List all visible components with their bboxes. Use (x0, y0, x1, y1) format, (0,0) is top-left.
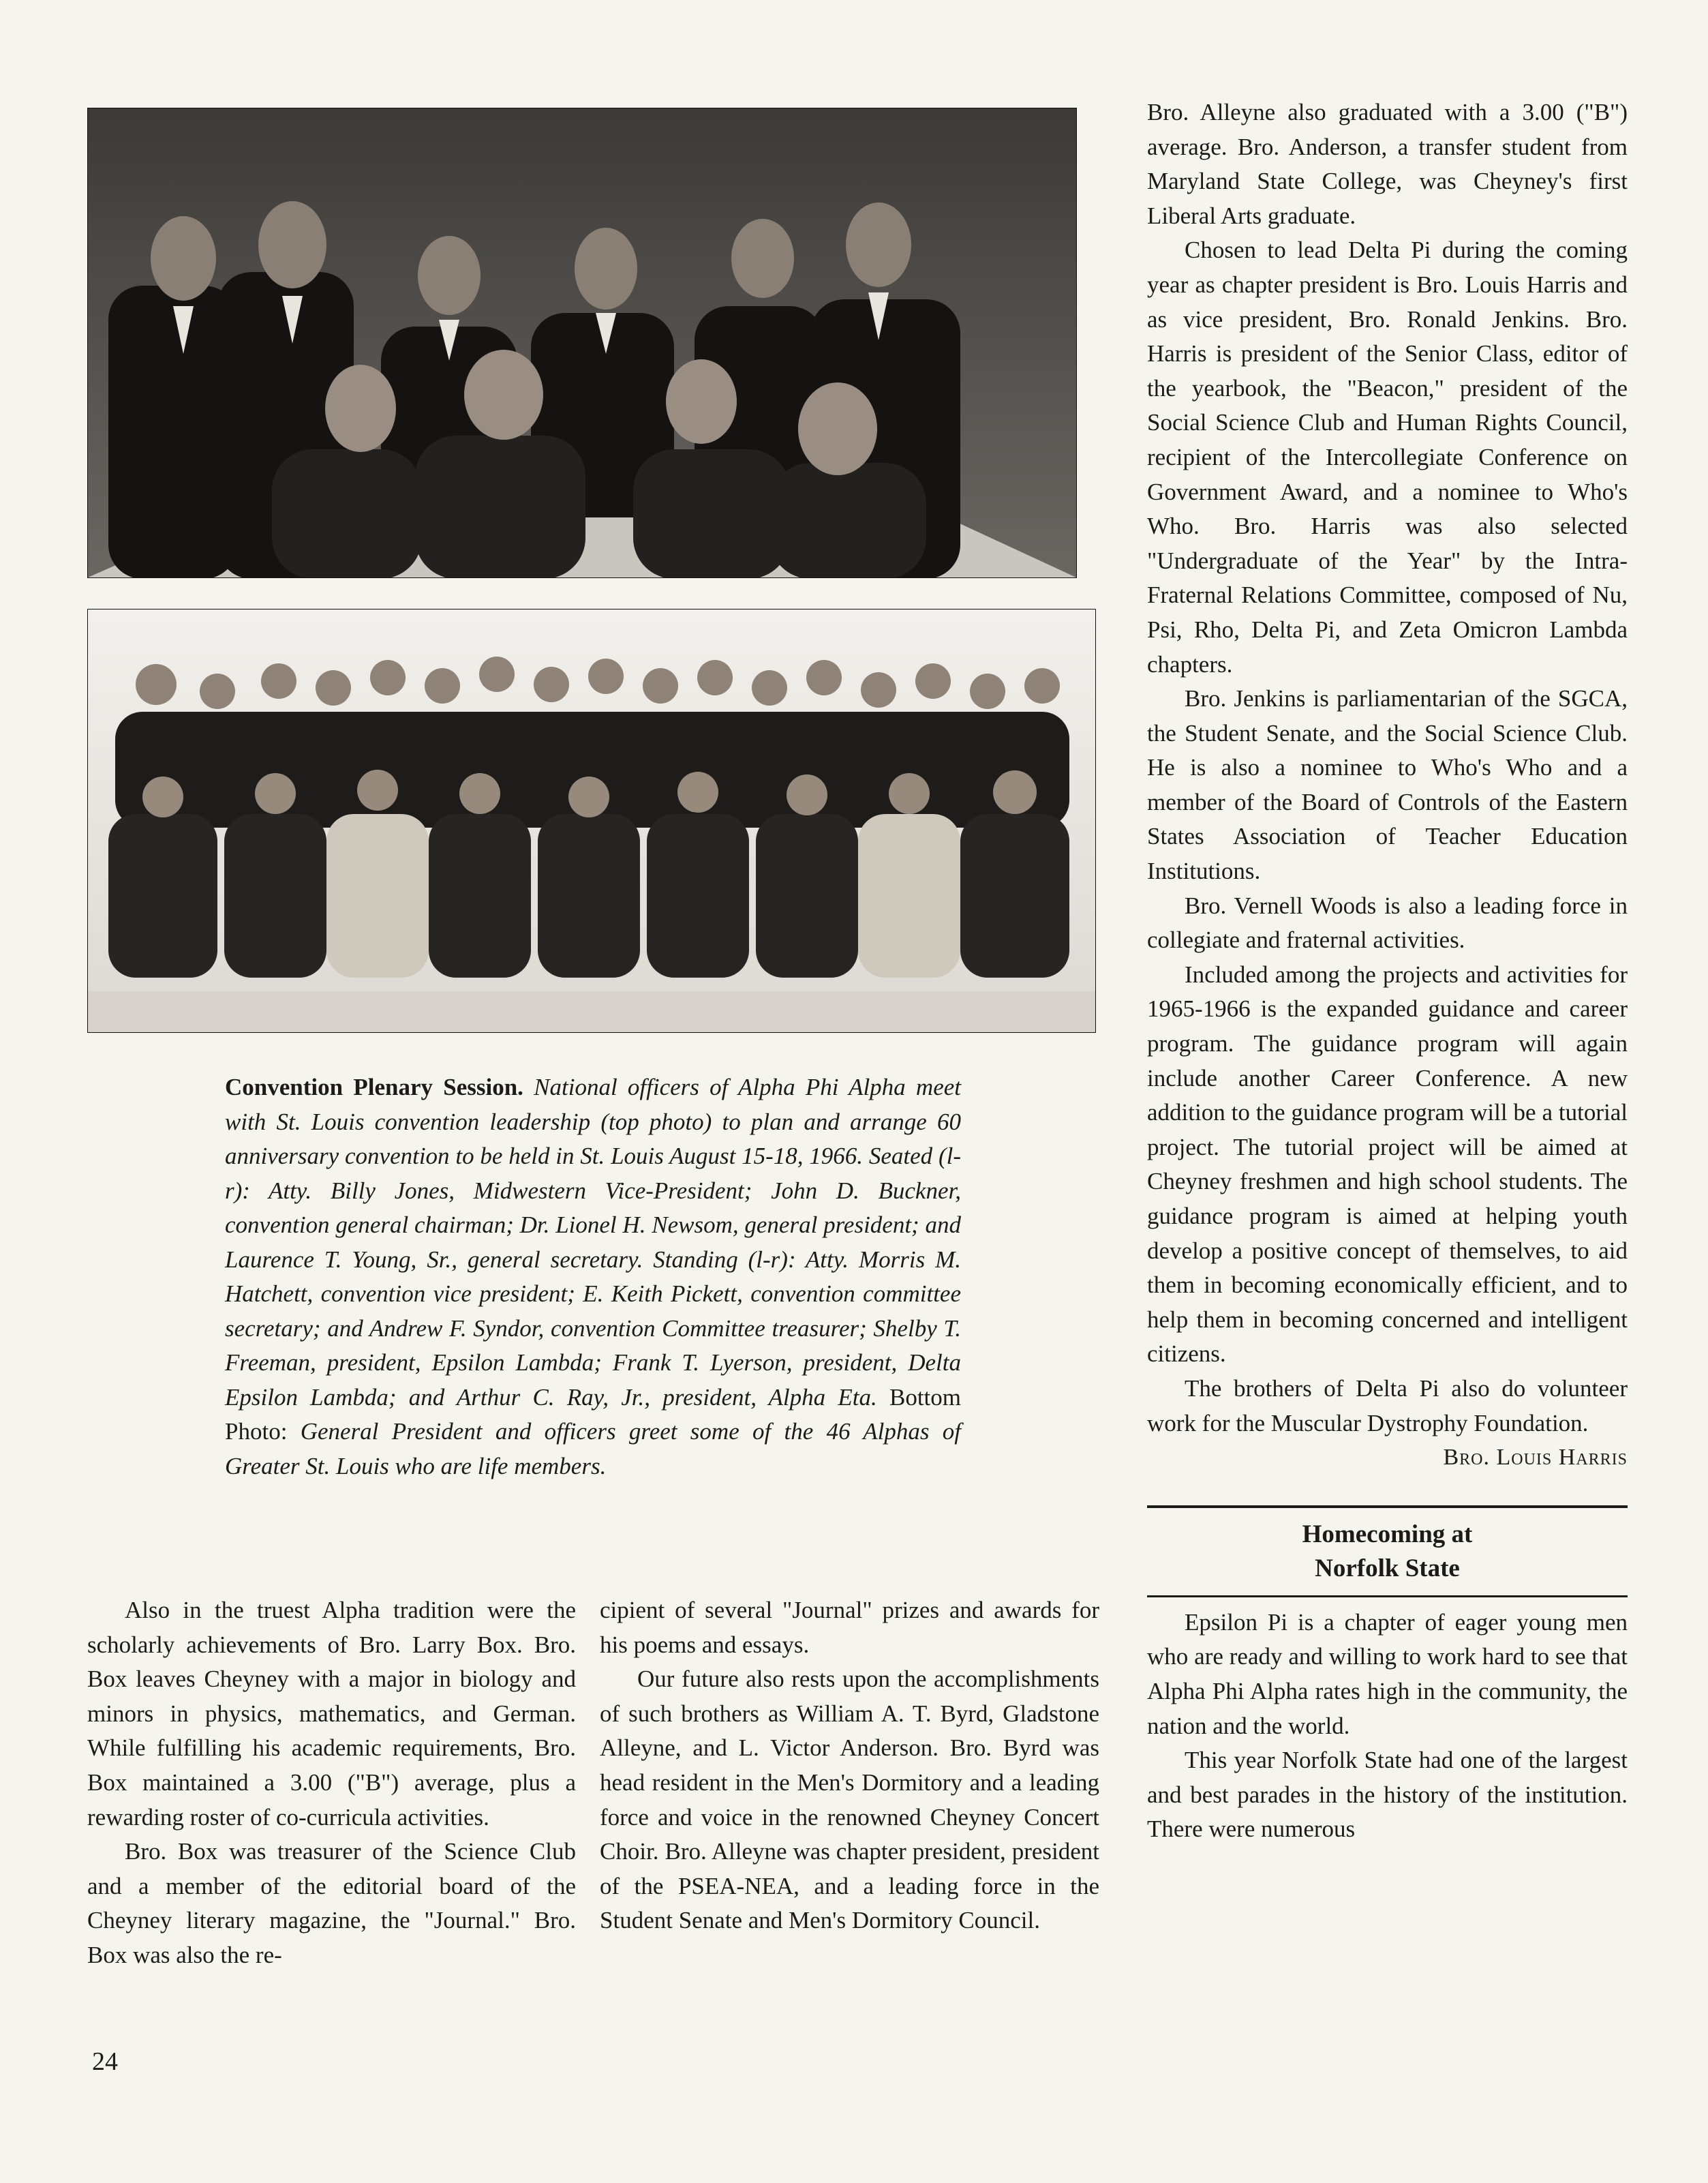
author-signature: Bro. Louis Harris (1443, 1445, 1628, 1471)
caption-body: National officers of Alpha Phi Alpha meet with St. Louis convention leadership (top photo) to plan and arrange 60 anniversary convention to be held in St. Louis August 15-18, 1966. Seated (l-r): Atty. Billy Jones, Midwestern Vice-President; John D. Buckner, convention general chairman; Dr. Lionel H. Newsom, general president; and Laurence T. Young, Sr., general secretary. Standing (l-r): Atty. Morris M. Hatchett, convention vice president; E. Keith Pickett, convention committee secretary; and Andrew F. Syndor, convention Committee treasurer; Shelby T. Freeman, president, Epsilon Lambda; Frank T. Lyerson, president, Delta Epsilon Lambda; and Arthur C. Ray, Jr., president, Alpha Eta. (225, 1074, 961, 1411)
paragraph: Also in the truest Alpha tradition were the scholarly achievements of Bro. Larry Box. Bro. Box leaves Cheyney with a major in biology and minors in physics, mathematics, and German. While fulfilling his academic requirements, Bro. Box maintained a 3.00 ("B") average, plus a rewarding roster of co-curricula activities. (87, 1597, 576, 1831)
caption-bottom-label: Bottom Photo: (225, 1383, 961, 1445)
paragraph: cipient of several "Journal" prizes and awards for his poems and essays. (600, 1597, 1099, 1658)
right-column (1147, 95, 1628, 1847)
section-rule-top (1147, 1505, 1628, 1508)
paragraph: The brothers of Delta Pi also do volunteer work for the Muscular Dystrophy Foundation. (1147, 1374, 1628, 1436)
paragraph: Chosen to lead Delta Pi during the coming year as chapter president is Bro. Louis Harris and as vice president, Bro. Ronald Jenkins. Bro. Harris is president of the Senior Class, editor of the yearbook, the "Beacon," president of the Social Science Club and Human Rights Council, recipient of the Intercollegiate Conference on Government Award, and a nominee to Who's Who. Bro. Harris was also selected "Undergraduate of the Year" by the Intra-Fraternal Relations Committee, composed of Nu, Psi, Rho, Delta Pi, and Zeta Omicron Lambda chapters. (1147, 237, 1628, 678)
paragraph: Bro. Box was treasurer of the Science Club and a member of the editorial board of the Cheyney literary magazine, the "Journal." Bro. Box was also the re- (87, 1838, 576, 1968)
section-heading (1147, 1518, 1628, 1586)
section-heading-line-2: Norfolk State (1315, 1554, 1460, 1582)
middle-column (600, 1593, 1099, 1938)
section-rule-bottom (1147, 1595, 1628, 1597)
bottom-photo-image (88, 609, 1095, 1032)
left-column (87, 1593, 576, 1973)
paragraph: Epsilon Pi is a chapter of eager young men who are ready and willing to work hard to see that Alpha Phi Alpha rates high in the community, the nation and the world. (1147, 1608, 1628, 1739)
caption-lead: Convention Plenary Session. (225, 1074, 523, 1100)
page-number: 24 (92, 2047, 118, 2076)
top-photo (87, 108, 1077, 578)
section-heading-line-1: Homecoming at (1302, 1520, 1473, 1548)
caption-bottom-text: General President and officers greet some of the 46 Alphas of Greater St. Louis who are life members. (225, 1418, 962, 1479)
paragraph: Bro. Alleyne also graduated with a 3.00 ("B") average. Bro. Anderson, a transfer student from Maryland State College, was Cheyney's first Liberal Arts graduate. (1147, 99, 1628, 229)
paragraph: Included among the projects and activities for 1965-1966 is the expanded guidance and career program. The guidance program will again include another Career Conference. A new addition to the guidance program will be a tutorial project. The tutorial project will be aimed at Cheyney freshmen and high school students. The guidance program is aimed at helping youth develop a positive concept of themselves, to aid them in becoming economically efficient, and to help them in becoming concerned and intelligent citizens. (1147, 961, 1628, 1368)
paragraph: Bro. Vernell Woods is also a leading force in collegiate and fraternal activities. (1147, 892, 1628, 954)
photo-caption (225, 1070, 961, 1484)
bottom-photo (87, 609, 1096, 1033)
paragraph: Our future also rests upon the accomplishments of such brothers as William A. T. Byrd, Gladstone Alleyne, and L. Victor Anderson. Bro. Byrd was head resident in the Men's Dormitory and a leading force and voice in the renowned Cheyney Concert Choir. Bro. Alleyne was chapter president, president of the PSEA-NEA, and a leading force in the Student Senate and Men's Dormitory Council. (600, 1666, 1099, 1934)
paragraph: Bro. Jenkins is parliamentarian of the SGCA, the Student Senate, and the Social Science Club. He is also a nominee to Who's Who and a member of the Board of Controls of the Eastern States Association of Teacher Education Institutions. (1147, 685, 1628, 885)
paragraph: This year Norfolk State had one of the largest and best parades in the history of the institution. There were numerous (1147, 1747, 1628, 1843)
top-photo-image (88, 108, 1076, 577)
